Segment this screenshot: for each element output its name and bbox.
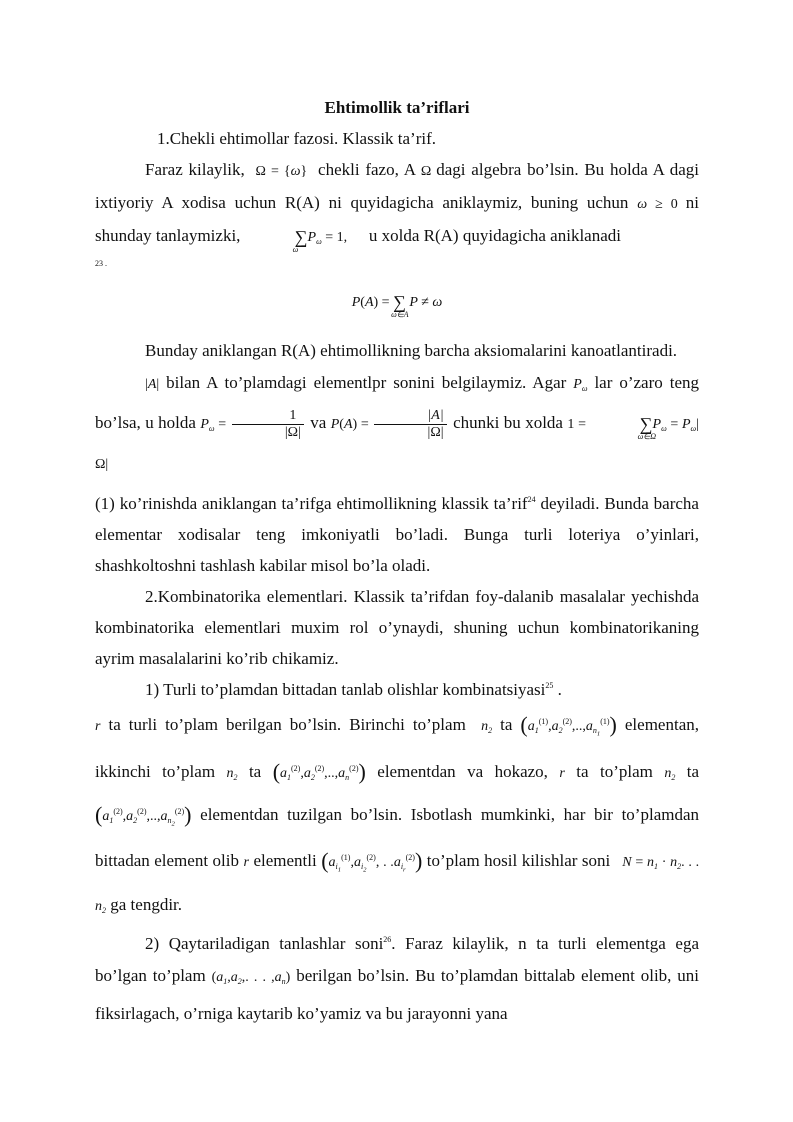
paragraph-2: Bunday aniklangan R(A) ehtimollikning barcha aksiomalarini kanoatlantiradi. xyxy=(145,341,678,360)
paragraph-4: (1) ko’rinishda aniklangan ta’rifga ehtimollikning klassik ta’rif$^{24}$ deyiladi. Bunda barcha elementar xodisalar teng imkoniyatli bo’ladi. Bunga turli loteriya o’yinlari, shashkoltoshni tashlash kabilar misol bo’la oladi. xyxy=(95,494,699,575)
fraction-1-over-omega: $\frac{1}{|\Omega|}$ xyxy=(232,408,304,441)
probability-formula: P(A) = ∑ ω∈A P ≠ ω xyxy=(351,292,443,319)
paragraph-3: |A| bilan A to’plamdagi elementlpr sonini belgilaymiz. Agar $P_\omega$ lar o’zaro teng bo’lsa, u holda $P_\omega$ = $\frac{1}{|\Omega|}$ va P(A) = $\frac{|A|}{|\Omega|}$ chunki bu xolda 1 = ∑ ω∈Ω $P_\omega = P_\omega|\Omega|$ xyxy=(95,373,699,472)
page-title: Ehtimollik ta’riflari xyxy=(324,98,470,117)
paragraph-6: 1) Turli to’plamdan bittadan tanlab olishlar kombinatsiyasi$^{25}$ . xyxy=(145,680,562,699)
omega-nonneg-formula: ω xyxy=(637,197,648,212)
footnote-ref-24: 24 xyxy=(527,495,536,504)
fraction-a-over-omega: $\frac{|A|}{|\Omega|}$ xyxy=(374,408,446,441)
footnote-ref-23: 23 . xyxy=(95,259,107,268)
sum-formula: ∑ ω xyxy=(292,227,308,254)
footnote-ref-26: 26 xyxy=(383,934,392,944)
omega-set-formula: Ω = {ω} xyxy=(250,164,313,179)
paragraph-5: 2.Kombinatorika elementlari. Klassik ta’rifdan foy-dalanib masalalar yechishda kombinatorika elementlari muxim rol o’ynaydi, shuning uchun kombinatorikaning ayrim masalalarini ko’rib chikamiz. xyxy=(95,587,699,668)
paragraph-1: Faraz kilaylik, Ω = {ω} chekli fazo, A Ω dagi algebra bo’lsin. Bu holda A dagi ixtiyoriy A xodisa uchun R(A) ni quyidagicha aniklaymiz, buning uchun ω ≥ 0 ni shunday tanlaymizki, ∑ ω $P_\omega = 1$, u xolda R(A) quyidagicha aniklanadi xyxy=(95,160,699,254)
document-page xyxy=(95,92,699,1030)
paragraph-7: r ta turli to’plam berilgan bo’lsin. Birinchi to’plam $n_2$ ta $(a_1^{(1)},a_2^{(2)},..,a_{n_1}^{(1)})$ elementan, ikkinchi to’plam $n_2$ ta $(a_1^{(2)},a_2^{(2)},..,a_n^{(2)})$ elementdan va hokazo, r ta to’plam $n_2$ ta $(a_1^{(2)},a_2^{(2)},..,a_{n_2}^{(2)})$ elementdan tuzilgan bo’lsin. Isbotlash mumkinki, har bir to’plamdan bittadan element olib r elementli ($a_{i_1}^{(1)},a_{i_2}^{(2)}$, . $.a_{i_r}^{(2)}$) to’plam hosil kilishlar soni $N = n_1 \cdot n_2$. . . $n_2$ ga tengdir. xyxy=(95,712,700,915)
footnote-ref-25: 25 xyxy=(545,681,554,690)
paragraph-8: 2) Qaytariladigan tanlashlar soni$^{26}$. Faraz kilaylik, n ta turli elementga ega bo’lgan to’plam ($a_1,a_2$,. . . $,a_n$) berilgan bo’lsin. Bu to’plamdan bittalab element olib, uni fiksirlagach, o’rniga kaytarib ko’yamiz va bu jarayonni yana xyxy=(95,933,700,1023)
section-heading-1: 1.Chekli ehtimollar fazosi. Klassik ta’rif. xyxy=(157,129,437,148)
